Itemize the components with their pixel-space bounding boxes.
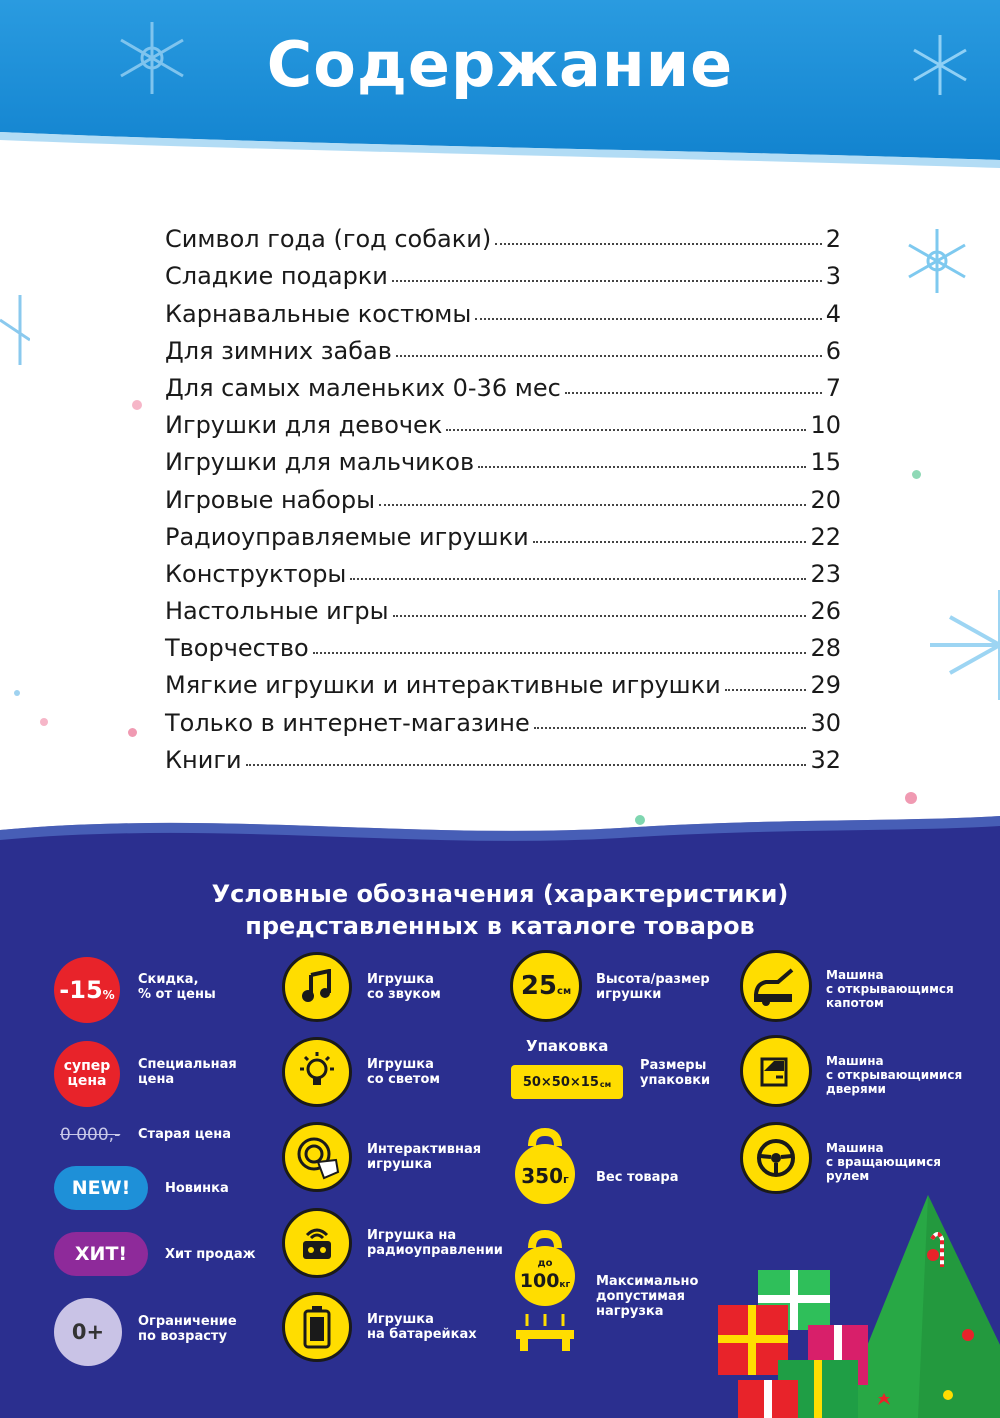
toc-page-number: 30 (810, 708, 841, 737)
toc-label: Конструкторы (165, 559, 347, 588)
hit-badge: ХИТ! (54, 1232, 148, 1276)
toc-page-number: 6 (825, 336, 841, 365)
max-load-icon (510, 1230, 580, 1360)
label-line: с вращающимся (826, 1155, 941, 1169)
label-line: % от цены (138, 987, 216, 1002)
legend-section (0, 800, 1000, 1418)
toc-page-number: 3 (825, 262, 841, 291)
package-unit: см (599, 1080, 612, 1089)
label-line: допустимая (596, 1289, 685, 1304)
label-line: Скидка, (138, 972, 199, 987)
toc-page-number: 15 (810, 448, 841, 477)
weight-badge (514, 1164, 576, 1188)
weight-label: Вес товара (596, 1170, 679, 1185)
legend-title (0, 878, 1000, 942)
confetti-dot (128, 728, 137, 737)
car-door-icon (740, 1035, 812, 1107)
toc-leader-dots (534, 727, 807, 729)
toc-page-number: 2 (825, 225, 841, 254)
package-badge (511, 1065, 623, 1099)
load-unit: кг (559, 1280, 571, 1290)
toc-row[interactable] (165, 216, 841, 253)
snowflake-icon (905, 30, 975, 100)
discount-badge-suffix: % (102, 988, 115, 1002)
toc-page-number: 4 (825, 299, 841, 328)
light-label (367, 1057, 440, 1087)
height-badge (510, 950, 582, 1022)
new-label: Новинка (165, 1181, 229, 1196)
hood-label (826, 968, 954, 1010)
toc-leader-dots (495, 243, 822, 245)
height-unit: см (557, 985, 572, 997)
toc-label: Карнавальные костюмы (165, 299, 472, 328)
label-line: Игрушка (367, 1312, 434, 1327)
confetti-dot (912, 470, 921, 479)
toc-page-number: 32 (810, 745, 841, 774)
new-badge: NEW! (54, 1166, 148, 1210)
label-line: нагрузка (596, 1304, 664, 1319)
lightbulb-icon (282, 1037, 352, 1107)
label-line: Машина (826, 968, 884, 982)
toc-row[interactable] (165, 625, 841, 662)
badge-line: супер (63, 1058, 111, 1074)
touch-icon (282, 1122, 352, 1192)
weight-value: 350 (521, 1164, 563, 1188)
legend-title-line: Условные обозначения (характеристики) (211, 880, 789, 908)
label-line: Высота/размер (596, 972, 710, 987)
toc-row[interactable] (165, 328, 841, 365)
snowflake-icon (112, 18, 192, 98)
label-line: с открывающимся (826, 982, 954, 996)
label-line: Машина (826, 1141, 884, 1155)
label-line: со светом (367, 1072, 441, 1087)
toc-leader-dots (478, 466, 806, 468)
load-badge (514, 1270, 576, 1292)
label-line: по возрасту (138, 1329, 227, 1344)
label-line: Ограничение (138, 1314, 237, 1329)
toc-label: Только в интернет-магазине (165, 708, 530, 737)
toc-leader-dots (396, 355, 822, 357)
label-line: Интерактивная (367, 1142, 482, 1157)
old-price-badge: 0 000,- (60, 1125, 121, 1145)
toc-leader-dots (475, 318, 821, 320)
old-price-label: Старая цена (138, 1127, 232, 1142)
label-line: Игрушка на (367, 1228, 457, 1243)
toc-leader-dots (393, 615, 807, 617)
toc-row[interactable] (165, 439, 841, 476)
label-line: упаковки (640, 1073, 711, 1088)
snowflake-icon (0, 290, 30, 370)
toc-row[interactable] (165, 662, 841, 699)
christmas-tree-illustration (718, 1195, 1000, 1418)
height-label (596, 972, 710, 1002)
toc-row[interactable] (165, 402, 841, 439)
toc-row[interactable] (165, 551, 841, 588)
toc-label: Книги (165, 745, 242, 774)
hit-label: Хит продаж (165, 1247, 256, 1262)
battery-label (367, 1312, 477, 1342)
toc-label: Радиоуправляемые игрушки (165, 522, 529, 551)
toc-label: Игровые наборы (165, 485, 376, 514)
toc-page-number: 7 (825, 373, 841, 402)
package-title: Упаковка (526, 1037, 609, 1055)
load-value: 100 (519, 1270, 560, 1292)
label-line: цена (138, 1072, 175, 1087)
confetti-dot (132, 400, 142, 410)
doors-label (826, 1054, 962, 1096)
toc-leader-dots (246, 764, 807, 766)
confetti-dot (40, 718, 48, 726)
discount-label (138, 972, 216, 1002)
toc-row[interactable] (165, 588, 841, 625)
badge-line: цена (67, 1073, 107, 1089)
label-line: радиоуправлении (367, 1243, 503, 1258)
toc-label: Символ года (год собаки) (165, 225, 492, 254)
package-label (640, 1058, 710, 1088)
confetti-dot (14, 690, 20, 696)
toc-leader-dots (533, 541, 807, 543)
table-of-contents (165, 216, 841, 774)
toc-label: Для самых маленьких 0-36 мес (165, 373, 561, 402)
toc-page-number: 23 (810, 559, 841, 588)
battery-icon (282, 1292, 352, 1362)
page-title: Содержание (266, 28, 734, 101)
label-line: Игрушка (367, 972, 434, 987)
toc-label: Игрушки для мальчиков (165, 448, 475, 477)
page-header (0, 0, 1000, 170)
label-line: со звуком (367, 987, 441, 1002)
toc-label: Сладкие подарки (165, 262, 388, 291)
snowflake-icon (930, 585, 1000, 705)
toc-row[interactable] (165, 476, 841, 513)
toc-label: Игрушки для девочек (165, 411, 443, 440)
radio-control-icon (282, 1208, 352, 1278)
toc-leader-dots (350, 578, 806, 580)
legend-title-line: представленных в каталоге товаров (245, 912, 755, 940)
label-line: на батарейках (367, 1327, 477, 1342)
toc-row[interactable] (165, 253, 841, 290)
height-value: 25 (520, 971, 558, 1001)
label-line: Машина (826, 1054, 884, 1068)
steering-wheel-icon (740, 1122, 812, 1194)
discount-badge-value: -15 (59, 976, 103, 1004)
toc-leader-dots (313, 652, 807, 654)
label-line: игрушка (367, 1157, 433, 1172)
label-line: Максимально (596, 1274, 699, 1289)
toc-leader-dots (446, 429, 806, 431)
snowflake-icon (902, 226, 972, 296)
discount-badge (54, 957, 120, 1023)
toc-page-number: 29 (810, 671, 841, 700)
special-price-label (138, 1057, 237, 1087)
age-badge: 0+ (54, 1298, 122, 1366)
label-line: капотом (826, 996, 884, 1010)
toc-leader-dots (565, 392, 822, 394)
toc-row[interactable] (165, 365, 841, 402)
wheel-label (826, 1141, 941, 1183)
toc-page-number: 20 (810, 485, 841, 514)
interactive-label (367, 1142, 481, 1172)
radio-label (367, 1228, 503, 1258)
weight-unit: г (563, 1173, 569, 1186)
toc-row[interactable] (165, 514, 841, 551)
sound-label (367, 972, 441, 1002)
toc-label: Настольные игры (165, 597, 389, 626)
toc-row[interactable] (165, 290, 841, 327)
toc-label: Творчество (165, 634, 309, 663)
label-line: Размеры (640, 1058, 707, 1073)
load-label (596, 1274, 698, 1319)
car-hood-icon (740, 950, 812, 1022)
music-note-icon (282, 952, 352, 1022)
label-line: с открывающимися (826, 1068, 963, 1082)
label-line: Игрушка (367, 1057, 434, 1072)
toc-leader-dots (379, 504, 806, 506)
load-top-text: до (537, 1258, 553, 1269)
label-line: Специальная (138, 1057, 237, 1072)
age-label (138, 1314, 237, 1344)
toc-leader-dots (725, 689, 807, 691)
label-line: рулем (826, 1169, 870, 1183)
toc-label: Мягкие игрушки и интерактивные игрушки (165, 671, 721, 700)
label-line: дверями (826, 1082, 886, 1096)
toc-page-number: 22 (810, 522, 841, 551)
toc-row[interactable] (165, 699, 841, 736)
package-value: 50×50×15 (522, 1074, 599, 1090)
toc-label: Для зимних забав (165, 336, 392, 365)
toc-row[interactable] (165, 737, 841, 774)
toc-page-number: 10 (810, 411, 841, 440)
special-price-badge (54, 1041, 120, 1107)
toc-leader-dots (392, 280, 822, 282)
toc-page-number: 26 (810, 597, 841, 626)
toc-page-number: 28 (810, 634, 841, 663)
label-line: игрушки (596, 987, 662, 1002)
